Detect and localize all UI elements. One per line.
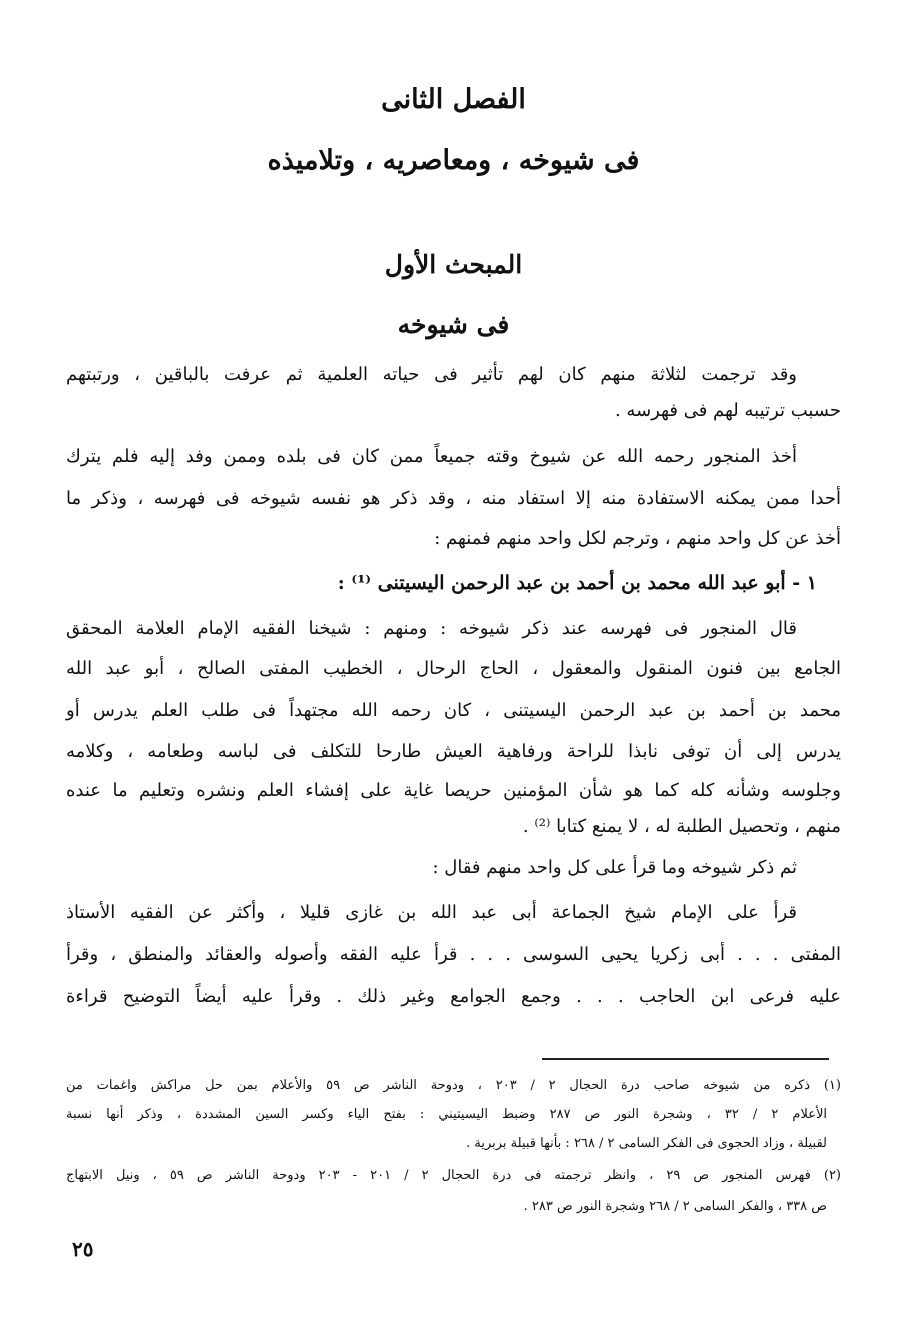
section-subtitle: فى شيوخه [397, 310, 510, 339]
body-line: ثم ذكر شيوخه وما قرأ على كل واحد منهم فقال : [432, 857, 797, 878]
body-line: قال المنجور فى فهرسه عند ذكر شيوخه : ومنهم : شيخنا الفقيه الإمام العلامة المحقق [66, 618, 797, 639]
footnote-line: ص ٣٣٨ ، والفكر السامى ٢ / ٢٦٨ وشجرة النور ص ٢٨٣ . [523, 1199, 827, 1214]
body-line: حسبب ترتيبه لهم فى فهرسه . [614, 400, 841, 421]
body-line: أخذ المنجور رحمه الله عن شيوخ وقته جميعاً ممن كان فى بلده وممن وفد إليه فلم يترك [66, 446, 797, 467]
footnote-line: لقبيلة ، وزاد الحجوى فى الفكر السامى ٢ / ٢٦٨ : بأنها قبيلة بربرية . [466, 1136, 827, 1151]
body-line: أحدا ممن يمكنه الاستفادة منه إلا استفاد منه ، وقد ذكر هو نفسه شيوخه فى فهرسه ، وذكر ما [66, 488, 841, 509]
footnote-line: (١) ذكره من شيوخه صاحب درة الحجال ٢ / ٢٠٣ ، ودوحة الناشر ص ٥٩ والأعلام بمن حل مراكش واغمات من [66, 1078, 841, 1093]
body-line: يدرس إلى أن توفى نابذا للراحة ورفاهية العيش طارحا للتكلف فى لباسه وطعامه ، وكلامه [66, 741, 841, 762]
body-line: المفتى . . . أبى زكريا يحيى السوسى . . . قرأ عليه الفقه وأصوله والعقائد والمنطق ، وقرأ [66, 944, 841, 965]
chapter-subtitle: فى شيوخه ، ومعاصريه ، وتلاميذه [267, 145, 640, 176]
body-line: محمد بن أحمد بن عبد الرحمن اليسيتنى ، كان رحمه الله مجتهداً فى طلب العلم يدرس أو [66, 700, 841, 721]
body-line: قرأ على الإمام شيخ الجماعة أبى عبد الله بن غازى قليلا ، وأكثر عن الفقيه الأستاذ [66, 902, 797, 923]
page-number: ٢٥ [72, 1237, 94, 1261]
footnote-separator [542, 1058, 829, 1060]
body-line: وجلوسه وشأنه كله كما هو شأن المؤمنين حريصا غاية على إفشاء العلم ونشره وتعليم ما عنده [66, 780, 841, 801]
footnote-line: (٢) فهرس المنجور ص ٢٩ ، وانظر ترجمته فى درة الحجال ٢ / ٢٠١ - ٢٠٣ ودوحة الناشر ص ٥٩ ، ونيل الابتهاج [66, 1168, 841, 1183]
footnote-line: الأعلام ٢ / ٣٢ ، وشجرة النور ص ٢٨٧ وضبط اليسيتيني : بفتح الياء وكسر السين المشددة ، وذكر أنها نسبة [66, 1107, 827, 1122]
teacher-heading: ١ - أبو عبد الله محمد بن أحمد بن عبد الرحمن اليسيتنى ⁽¹⁾ : [337, 572, 817, 594]
body-line: الجامع بين فنون المنقول والمعقول ، الحاج الرحال ، الخطيب المفتى الصالح ، أبو عبد الله [66, 658, 841, 679]
body-line: وقد ترجمت لثلاثة منهم كان لهم تأثير فى حياته العلمية ثم عرفت بالباقين ، ورتبتهم [66, 364, 797, 385]
body-line: عليه فرعى ابن الحاجب . . . وجمع الجوامع وغير ذلك . وقرأ عليه أيضاً التوضيح قراءة [66, 986, 841, 1007]
section-title: المبحث الأول [384, 250, 523, 279]
chapter-title: الفصل الثانى [381, 84, 526, 115]
body-line: منهم ، وتحصيل الطلبة له ، لا يمنع كتابا ⁽²⁾ . [522, 816, 841, 837]
body-line: أخذ عن كل واحد منهم ، وترجم لكل واحد منهم فمنهم : [434, 528, 841, 549]
